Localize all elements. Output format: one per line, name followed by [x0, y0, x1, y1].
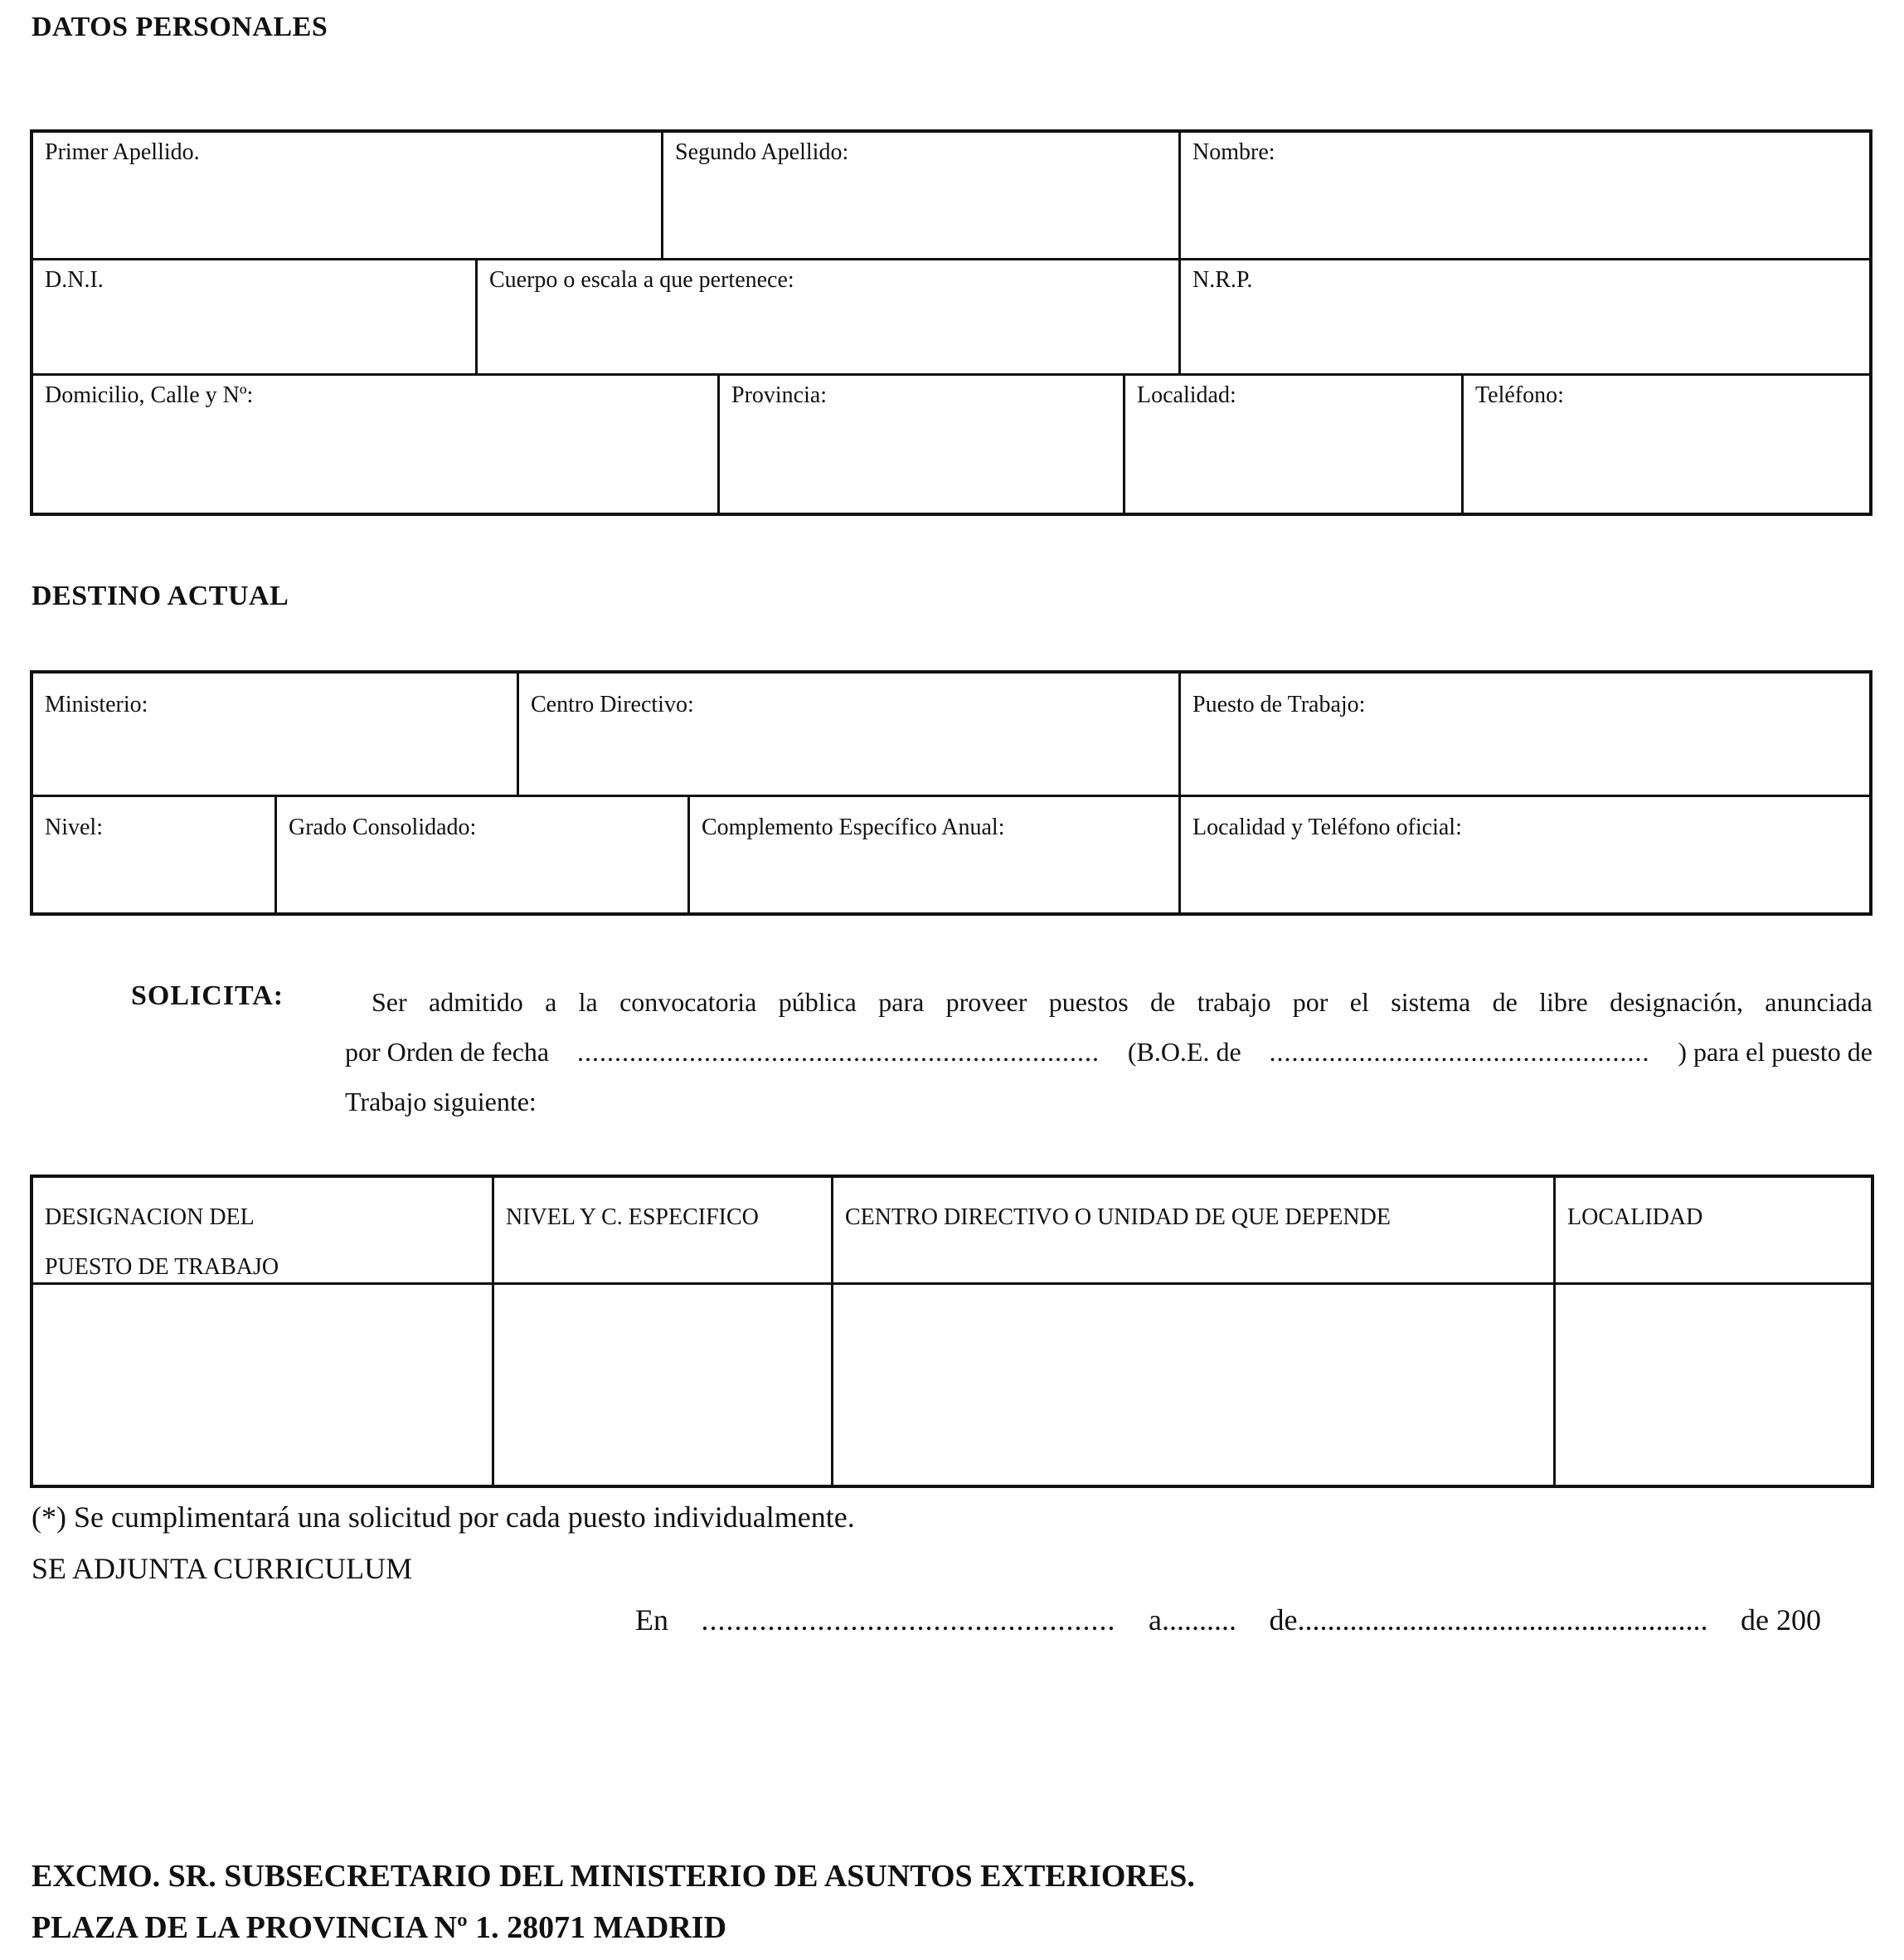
field-cuerpo-escala[interactable]	[478, 260, 1178, 373]
field-label: N.R.P.	[1192, 267, 1253, 293]
input-nivel-especifico[interactable]	[494, 1285, 831, 1485]
note-curriculum: SE ADJUNTA CURRICULUM	[32, 1552, 413, 1585]
footer-recipient: EXCMO. SR. SUBSECRETARIO DEL MINISTERIO DE ASUNTOS EXTERIORES.	[32, 1859, 1195, 1894]
header-label: LOCALIDAD	[1567, 1204, 1703, 1230]
field-provincia[interactable]	[720, 376, 1123, 513]
field-centro-directivo[interactable]	[519, 685, 1178, 795]
date-en-label: En	[635, 1603, 668, 1637]
header-label: NIVEL Y C. ESPECIFICO	[506, 1204, 759, 1230]
input-designacion[interactable]	[33, 1285, 492, 1485]
solicita-line-3: Trabajo siguiente:	[345, 1087, 537, 1116]
datos-personales-table	[30, 129, 1872, 516]
field-grado-consolidado[interactable]	[277, 808, 687, 912]
solicita-label: SOLICITA:	[131, 980, 284, 1011]
row-divider	[33, 795, 1869, 797]
field-label: Complemento Específico Anual:	[702, 815, 1005, 840]
field-label: Domicilio, Calle y Nº:	[45, 382, 254, 408]
input-centro-directivo[interactable]	[833, 1285, 1553, 1485]
solicita-puesto-label: ) para el puesto de	[1678, 1037, 1872, 1067]
field-label: Puesto de Trabajo:	[1192, 692, 1366, 717]
field-label: Localidad y Teléfono oficial:	[1192, 815, 1462, 840]
place-blank[interactable]: ..................................................	[701, 1603, 1116, 1637]
year-label: de 200	[1740, 1603, 1821, 1637]
input-localidad[interactable]	[1556, 1285, 1871, 1485]
field-localidad-telefono[interactable]	[1181, 808, 1869, 912]
field-label: Teléfono:	[1475, 382, 1564, 408]
field-label: Segundo Apellido:	[675, 139, 849, 165]
field-localidad[interactable]	[1125, 376, 1461, 513]
day-blank[interactable]: a..........	[1149, 1603, 1236, 1637]
orden-fecha-blank[interactable]: ......................................................................	[576, 1037, 1100, 1067]
field-label: Provincia:	[731, 382, 828, 408]
destino-actual-table	[30, 670, 1872, 916]
field-nivel[interactable]	[33, 808, 274, 912]
solicita-boe-label: (B.O.E. de	[1127, 1037, 1241, 1067]
field-ministerio[interactable]	[33, 685, 517, 795]
section-title-destino-actual: DESTINO ACTUAL	[32, 581, 289, 611]
note-asterisk: (*) Se cumplimentará una solicitud por cada puesto individualmente.	[32, 1500, 855, 1534]
boe-fecha-blank[interactable]: ...................................................	[1269, 1037, 1650, 1067]
field-label: Nivel:	[45, 815, 103, 840]
month-blank[interactable]: de.......................................................	[1269, 1603, 1708, 1637]
section-title-datos-personales: DATOS PERSONALES	[32, 12, 328, 42]
solicita-orden-label: por Orden de fecha	[345, 1037, 550, 1067]
footer-address: PLAZA DE LA PROVINCIA Nº 1. 28071 MADRID	[32, 1910, 727, 1945]
header-designacion-line-2: PUESTO DE TRABAJO	[45, 1254, 279, 1280]
field-label: Localidad:	[1137, 382, 1236, 408]
puesto-trabajo-table	[30, 1175, 1874, 1488]
header-label: CENTRO DIRECTIVO O UNIDAD DE QUE DEPENDE	[845, 1204, 1391, 1230]
field-label: D.N.I.	[45, 267, 104, 293]
field-complemento-especifico[interactable]	[690, 808, 1178, 912]
field-label: Grado Consolidado:	[289, 815, 477, 840]
header-designacion-line-1: DESIGNACION DEL	[45, 1204, 255, 1230]
solicita-line-2	[345, 1027, 1872, 1077]
field-label: Ministerio:	[45, 692, 148, 717]
field-label: Centro Directivo:	[531, 692, 694, 717]
field-nrp[interactable]	[1181, 260, 1869, 373]
field-dni[interactable]	[33, 260, 475, 373]
field-domicilio[interactable]	[33, 376, 717, 513]
solicita-line-1: Ser admitido a la convocatoria pública para proveer puestos de trabajo por el sistema de libre designación, anunciada	[372, 987, 1872, 1017]
field-label: Cuerpo o escala a que pertenece:	[489, 267, 794, 293]
field-primer-apellido[interactable]	[33, 133, 661, 258]
header-localidad	[1556, 1193, 1871, 1282]
field-label: Nombre:	[1192, 139, 1275, 165]
field-telefono[interactable]	[1464, 376, 1869, 513]
date-place-line	[635, 1603, 1821, 1637]
header-nivel-especifico	[494, 1193, 831, 1282]
header-designacion	[33, 1193, 492, 1282]
field-label: Primer Apellido.	[45, 139, 200, 165]
field-puesto-trabajo[interactable]	[1181, 685, 1869, 795]
header-centro-directivo	[833, 1193, 1553, 1282]
field-segundo-apellido[interactable]	[663, 133, 1178, 258]
field-nombre[interactable]	[1181, 133, 1869, 258]
